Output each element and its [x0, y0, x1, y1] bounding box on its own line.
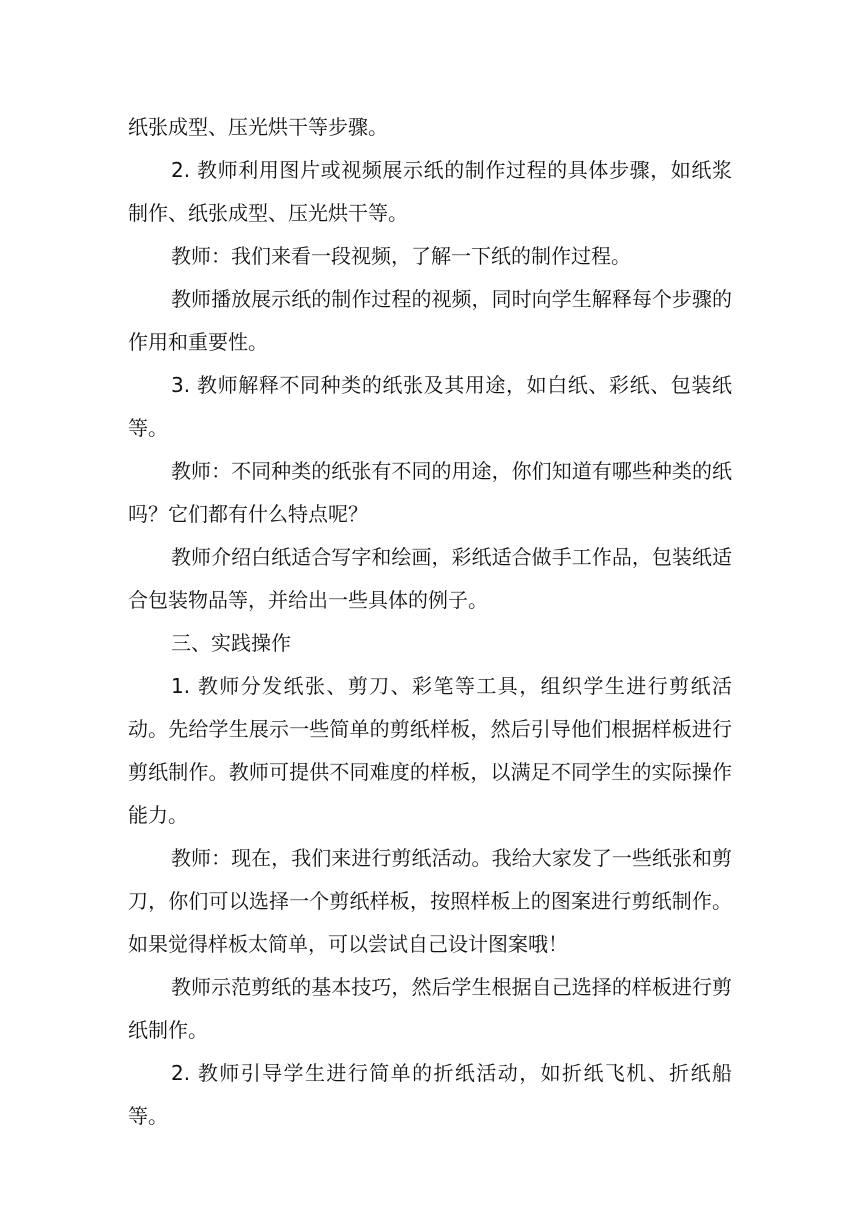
document-body — [128, 106, 732, 1138]
paragraph-teacher-explains: 教师播放展示纸的制作过程的视频，同时向学生解释每个步骤的作用和重要性。 — [128, 287, 732, 354]
paragraph-step-2-origami: 2. 教师引导学生进行简单的折纸活动，如折纸飞机、折纸船等。 — [128, 1061, 732, 1128]
paragraph-step-2-process: 2. 教师利用图片或视频展示纸的制作过程的具体步骤，如纸浆制作、纸张成型、压光烘干等。 — [128, 158, 732, 225]
paragraph-step-3-types: 3. 教师解释不同种类的纸张及其用途，如白纸、彩纸、包装纸等。 — [128, 373, 732, 440]
section-heading-practice: 三、实践操作 — [171, 631, 291, 655]
paragraph-teacher-papercut: 教师：现在，我们来进行剪纸活动。我给大家发了一些纸张和剪刀，你们可以选择一个剪纸样板，按照样板上的图案进行剪纸制作。如果觉得样板太简单，可以尝试自己设计图案哦！ — [128, 846, 732, 956]
paragraph-step-1-papercut: 1. 教师分发纸张、剪刀、彩笔等工具，组织学生进行剪纸活动。先给学生展示一些简单的剪纸样板，然后引导他们根据样板进行剪纸制作。教师可提供不同难度的样板，以满足不同学生的实际操作能力。 — [128, 674, 732, 827]
paragraph-teacher-question: 教师：不同种类的纸张有不同的用途，你们知道有哪些种类的纸吗？它们都有什么特点呢？ — [128, 459, 732, 526]
paragraph-teacher-demo: 教师示范剪纸的基本技巧，然后学生根据自己选择的样板进行剪纸制作。 — [128, 975, 732, 1042]
paragraph-teacher-video: 教师：我们来看一段视频，了解一下纸的制作过程。 — [171, 244, 631, 268]
paragraph-continuation: 纸张成型、压光烘干等步骤。 — [128, 115, 388, 139]
paragraph-teacher-introduces: 教师介绍白纸适合写字和绘画，彩纸适合做手工作品，包装纸适合包装物品等，并给出一些具体的例子。 — [128, 545, 732, 612]
